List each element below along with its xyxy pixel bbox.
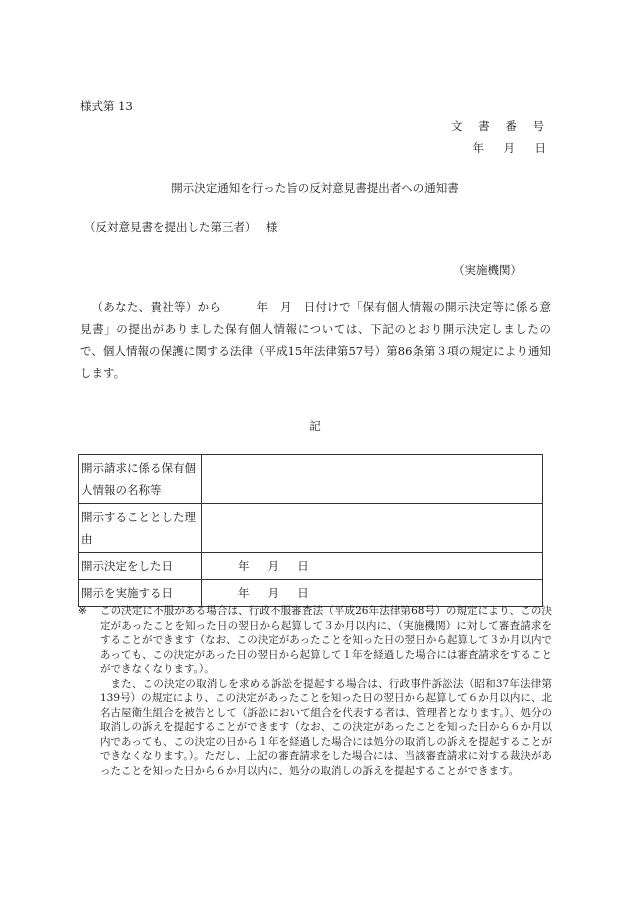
implementing-agency: （実施機関）: [453, 263, 522, 277]
table-row: [79, 455, 543, 504]
row-value-implementation-date: 年 月 日: [202, 580, 543, 607]
table-row: [79, 504, 543, 553]
form-number: 様式第 13: [80, 99, 133, 113]
row-label-record-name: 開示請求に係る保有個人情報の名称等: [79, 455, 202, 504]
row-label-decision-date: 開示決定をした日: [79, 553, 202, 580]
row-value-record-name: [202, 455, 543, 504]
notice-body: （あなた、貴社等）から 年 月 日付けで「保有個人情報の開示決定等に係る意見書」の提出がありました保有個人情報については、下記のとおり開示決定しましたので、個人情報の保護に関する法律（平成15年法律第57号）第86条第３項の規定により通知します。: [80, 300, 551, 380]
ki-heading: 記: [309, 419, 321, 433]
table-row: [79, 553, 543, 580]
row-label-implementation-date: 開示を実施する日: [79, 580, 202, 607]
document-number: 文 書 番 号: [451, 119, 550, 133]
disclosure-table: [78, 454, 543, 607]
notes-section: [80, 604, 552, 778]
note-appeal-paragraph: この決定に不服がある場合は、行政不服審査法（平成26年法律第68号）の規定により、この決定があったことを知った日の翌日から起算して３か月以内に、（実施機関）に対して審査請求をすることができます（なお、この決定があったことを知った日の翌日から起算して３か月以内であっても、この決定があった日の翌日から起算して１年を経過した場合には審査請求をすることができなくなります。）。: [100, 605, 552, 675]
note-mark: ※: [78, 605, 87, 617]
row-value-reason: [202, 504, 543, 553]
table-row: [79, 580, 543, 607]
document-title: 開示決定通知を行った旨の反対意見書提出者への通知書: [171, 181, 459, 195]
recipient-line: （反対意見書を提出した第三者） 様: [84, 220, 278, 234]
row-value-decision-date: 年 月 日: [202, 553, 543, 580]
row-label-reason: 開示することとした理由: [79, 504, 202, 553]
note-lawsuit-paragraph: また、この決定の取消しを求める訴訟を提起する場合は、行政事件訴訟法（昭和37年法律第139号）の規定により、この決定があったことを知った日の翌日から起算して６か月以内に、北名古屋衛生組合を被告として（訴訟において組合を代表する者は、管理者となります。）、処分の取消しの訴えを提起することができます（なお、この決定があったことを知った日から６か月以内であっても、この決定の日から１年を経過した場合には処分の取消しの訴えを提起することができなくなります。）。ただし、上記の審査請求をした場合には、当該審査請求に対する裁決があったことを知った日から６か月以内に、処分の取消しの訴えを提起することができます。: [100, 677, 552, 777]
issue-date: 年 月 日: [472, 141, 550, 155]
